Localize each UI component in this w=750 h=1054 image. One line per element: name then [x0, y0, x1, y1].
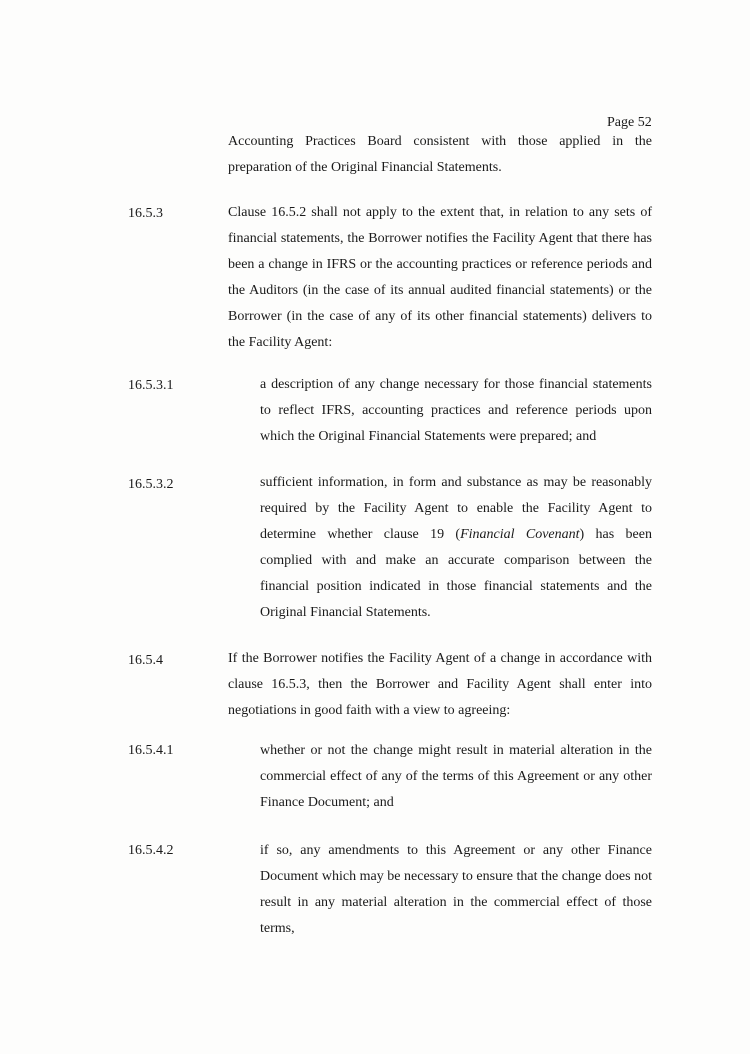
clause-text-16-5-4-1: whether or not the change might result in material alteration in the commercial effect of any of the terms of this Agreement or any other Finance Document; and	[260, 743, 652, 810]
continuation-line-1: Accounting Practices Board consistent with those applied in the	[228, 134, 652, 149]
clause-text-16-5-4-2: if so, any amendments to this Agreement or any other Finance Document which may be necessary to ensure that the change does not result in any material alteration in the commercial effect of those terms,	[260, 843, 652, 936]
clause-text-16-5-3-2-italic: Financial Covenant	[460, 527, 580, 542]
continuation-line-2: preparation of the Original Financial Statements.	[228, 160, 502, 175]
clause-text-16-5-4: If the Borrower notifies the Facility Agent of a change in accordance with clause 16.5.3, then the Borrower and Facility Agent shall enter into negotiations in good faith with a view to agreeing:	[228, 651, 652, 718]
clause-number-16-5-3-2: 16.5.3.2	[128, 477, 174, 492]
clause-number-16-5-3: 16.5.3	[128, 206, 163, 221]
clause-number-16-5-3-1: 16.5.3.1	[128, 378, 174, 393]
clause-text-16-5-3-1: a description of any change necessary for those financial statements to reflect IFRS, accounting practices and reference periods upon which the Original Financial Statements were prepared; and	[260, 377, 652, 444]
continuation-paragraph	[228, 129, 652, 181]
clause-text-16-5-3: Clause 16.5.2 shall not apply to the extent that, in relation to any sets of financial statements, the Borrower notifies the Facility Agent that there has been a change in IFRS or the accounting practices or reference periods and the Auditors (in the case of its annual audited financial statements) or the Borrower (in the case of any of its other financial statements) delivers to the Facility Agent:	[228, 205, 652, 350]
clause-number-16-5-4-2: 16.5.4.2	[128, 843, 174, 858]
clause-number-16-5-4-1: 16.5.4.1	[128, 743, 174, 758]
clause-text-16-5-3-2-after: ) has been complied with and make an accurate comparison between the financial position indicated in those financial statements and the Original Financial Statements.	[260, 527, 652, 620]
clause-text-16-5-3-2	[260, 470, 652, 626]
clause-number-16-5-4: 16.5.4	[128, 653, 163, 668]
page-number: Page 52	[607, 115, 652, 130]
clause-text-16-5-3-2-before: sufficient information, in form and substance as may be reasonably required by the Facility Agent to enable the Facility Agent to determine whether clause 19 (	[260, 475, 652, 542]
